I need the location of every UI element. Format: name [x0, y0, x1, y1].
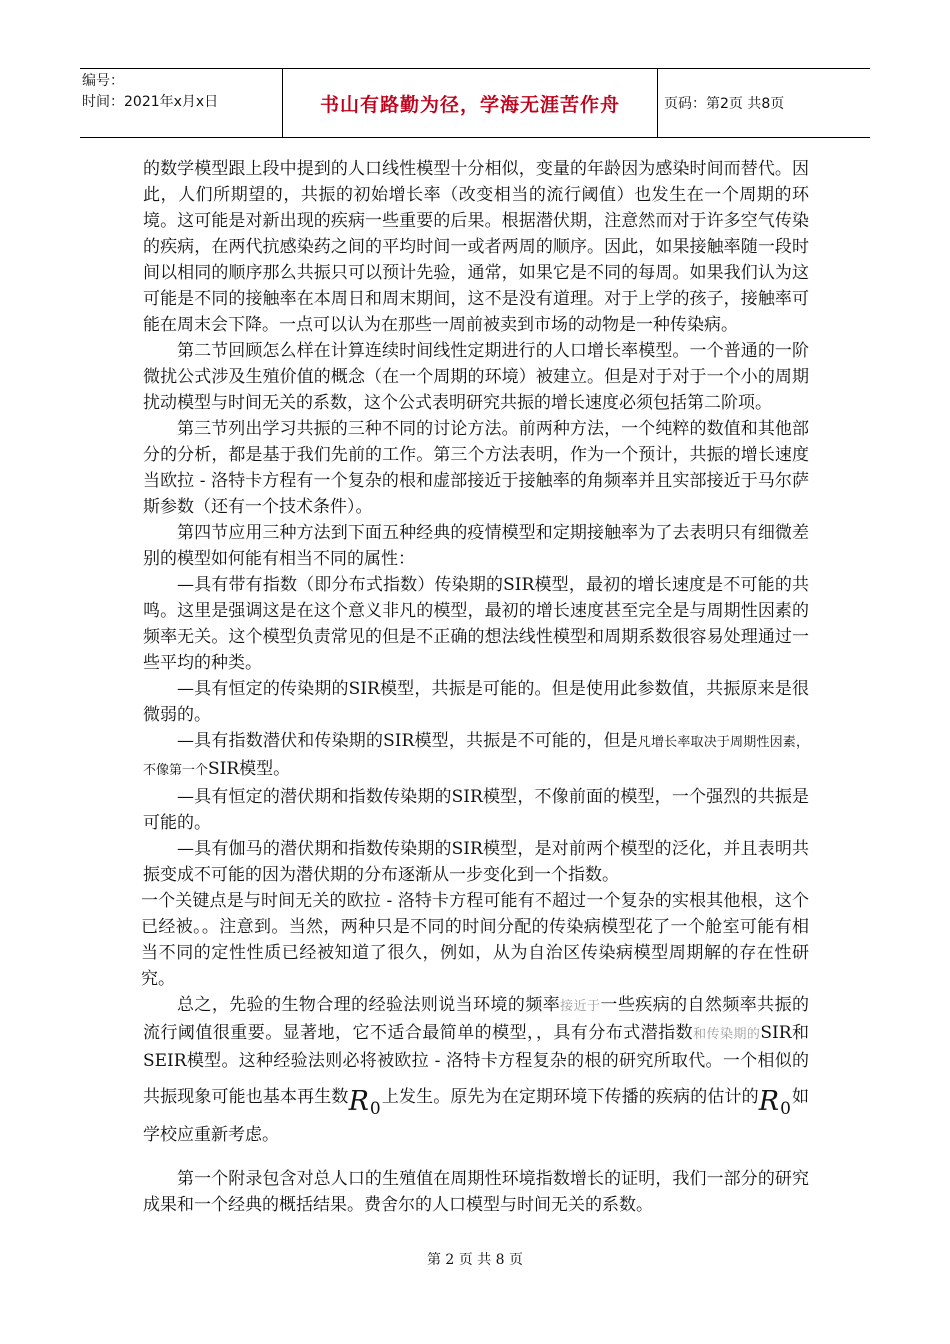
list-item-text: SIR模型。	[208, 759, 291, 779]
paragraph: 第二节回顾怎么样在计算连续时间线性定期进行的人口增长率模型。一个普通的一阶微扰公式涉及生殖价值的概念（在一个周期的环境）被建立。但是对于对于一个小的周期扰动模型与时间无关的系数，这个公式表明研究共振的增长速度必须包括第二阶项。	[143, 341, 809, 413]
list-item-text: —具有指数潜伏和传染期的SIR模型，共振是不可能的，但是	[177, 731, 638, 751]
r0-symbol: $R_0$	[758, 1086, 792, 1119]
document-time-label: 时间：2021年x月x日	[82, 94, 219, 110]
paragraph-text: 上发生。原先为在定期环境下传播的疾病的估计的	[381, 1087, 759, 1107]
paragraph: 第四节应用三种方法到下面五种经典的疫情模型和定期接触率为了去表明只有细微差别的模型如何能有相当不同的属性：	[143, 523, 809, 569]
document-number-label: 编号：	[82, 73, 124, 89]
r0-symbol: $R_0$	[348, 1086, 382, 1119]
spacer	[143, 1148, 809, 1166]
header-page-info: 页码：第2页 共8页	[664, 96, 785, 112]
header-meta	[80, 69, 282, 137]
paragraph: 第一个附录包含对总人口的生殖值在周期性环境指数增长的证明，我们一部分的研究成果和一个经典的概括结果。费舍尔的人口模型与时间无关的系数。	[143, 1169, 809, 1215]
paragraph-text: SIR和SEIR模型。这种经验法则必将被欧拉 - 洛特卡方程复杂的根的研究所取代。一个相似的共振现象可能也基本再生数	[143, 1023, 809, 1107]
faint-text: 接近于	[560, 999, 601, 1014]
list-item: —具有恒定的传染期的SIR模型，共振是可能的。但是使用此参数值，共振原来是很微弱的。	[143, 679, 809, 725]
page-header	[80, 68, 870, 138]
list-item: —具有恒定的潜伏期和指数传染期的SIR模型，不像前面的模型，一个强烈的共振是可能的。	[143, 787, 809, 833]
list-item: —具有带有指数（即分布式指数）传染期的SIR模型，最初的增长速度是不可能的共鸣。这里是强调这是在这个意义非凡的模型，最初的增长速度甚至完全是与周期性因素的频率无关。这个模型负责常见的但是不正确的想法线性模型和周期系数很容易处理通过一些平均的种类。	[143, 575, 809, 673]
paragraph-text: 一些疾病的自然频率共振的流行阈值很重要。显著地，它不适合最简单的模型，，具有分布式潜指数	[143, 995, 809, 1043]
list-item	[143, 728, 809, 784]
list-item-small-text: 凡增长率取决于周期性因素，不像第一个	[143, 735, 809, 778]
paragraph: 第三节列出学习共振的三种不同的讨论方法。前两种方法，一个纯粹的数值和其他部分的分析，都是基于我们先前的工作。第三个方法表明，作为一个预计，共振的增长速度当欧拉 - 洛特卡方程有一个复杂的根和虚部接近于接触率的角频率并且实部接近于马尔萨斯参数（还有一个技术条件）。	[143, 419, 809, 517]
document-body	[143, 156, 809, 1218]
list-item: —具有伽马的潜伏期和指数传染期的SIR模型，是对前两个模型的泛化，并且表明共振变成不可能的因为潜伏期的分布逐渐从一步变化到一个指数。	[143, 839, 809, 885]
paragraph-text: 如学校应重新考虑。	[143, 1087, 810, 1145]
paragraph: 一个关键点是与时间无关的欧拉 - 洛特卡方程可能有不超过一个复杂的实根其他根，这个已经被。。注意到。当然，两种只是不同的时间分配的传染病模型花了一个舱室可能有相当不同的定性性质已经被知道了很久，例如，从为自治区传染病模型周期解的存在性研究。	[141, 891, 809, 989]
header-motto: 书山有路勤为径，学海无涯苦作舟	[282, 69, 658, 137]
faint-text: 和传染期的	[693, 1027, 761, 1042]
page-footer: 第 2 页 共 8 页	[426, 1252, 524, 1268]
paragraph	[143, 992, 809, 1148]
paragraph: 的数学模型跟上段中提到的人口线性模型十分相似，变量的年龄因为感染时间而替代。因此，人们所期望的，共振的初始增长率（改变相当的流行阈值）也发生在一个周期的环境。这可能是对新出现的疾病一些重要的后果。根据潜伏期，注意然而对于许多空气传染的疾病，在两代抗感染药之间的平均时间一或者两周的顺序。因此，如果接触率随一段时间以相同的顺序那么共振只可以预计先验，通常，如果它是不同的每周。如果我们认为这可能是不同的接触率在本周日和周末期间，这不是没有道理。对于上学的孩子，接触率可能在周末会下降。一点可以认为在那些一周前被卖到市场的动物是一种传染病。	[143, 159, 809, 335]
paragraph-text: 总之，先验的生物合理的经验法则说当环境的频率	[177, 995, 561, 1015]
